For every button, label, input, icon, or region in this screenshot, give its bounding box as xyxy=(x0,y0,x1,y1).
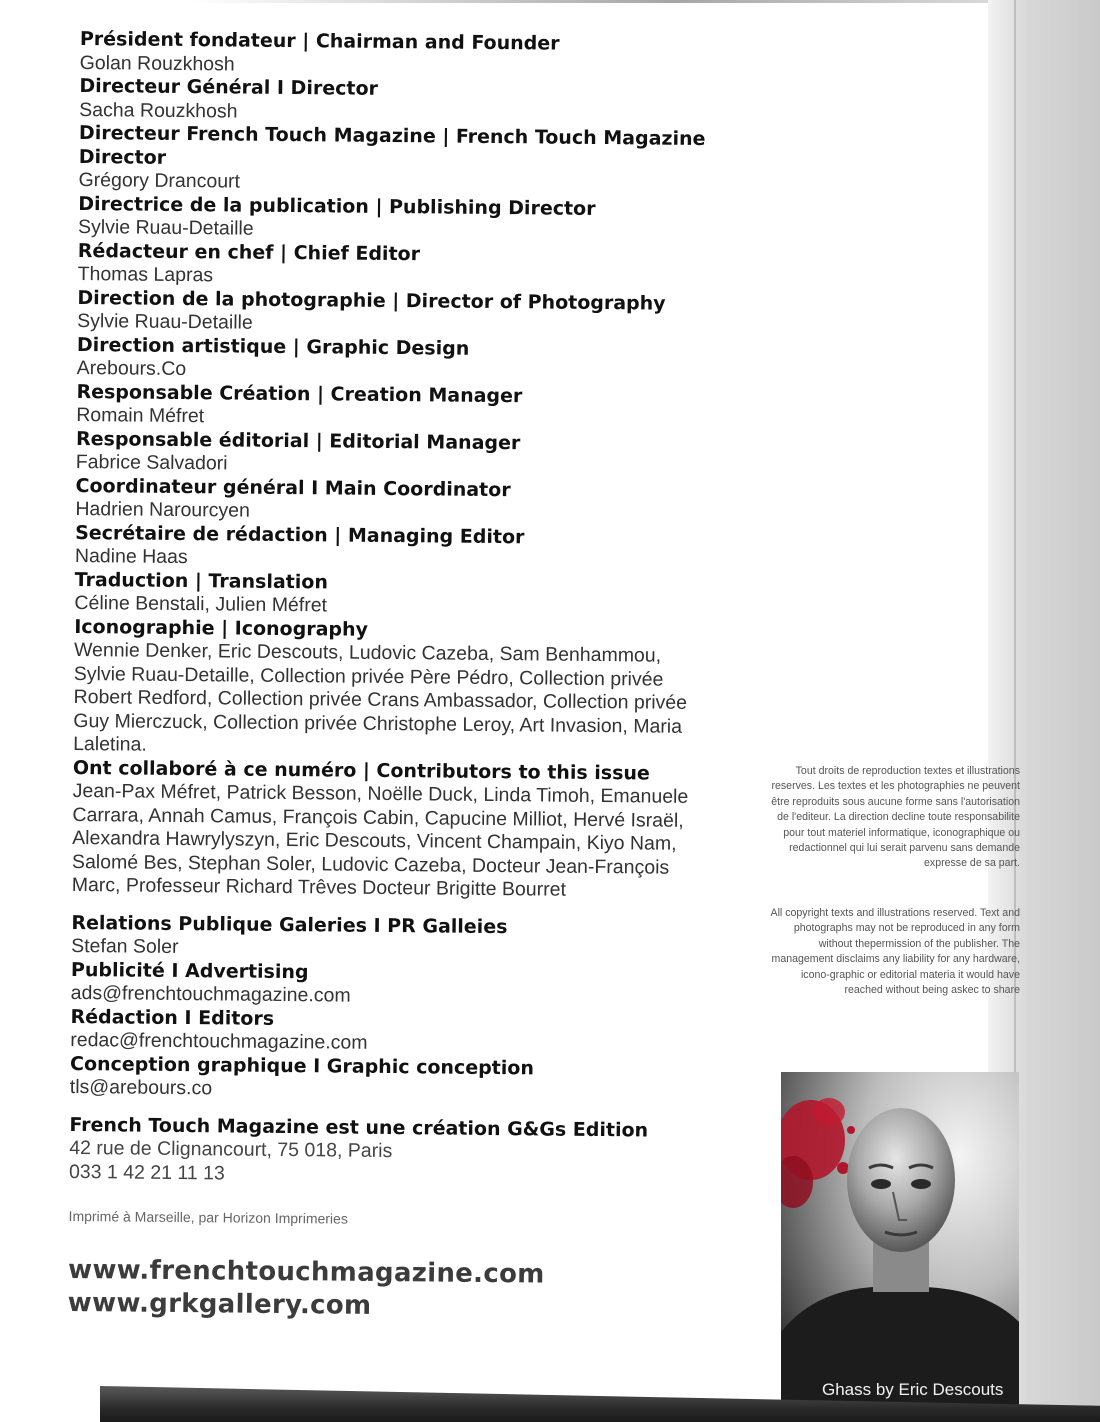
role-label: Direction de la photographie | Director of Photography xyxy=(77,286,666,315)
publisher-address: 42 rue de Clignancourt, 75 018, Paris xyxy=(69,1136,393,1163)
person-name: Arebours.Co xyxy=(76,356,187,381)
page-top-shadow xyxy=(190,0,990,3)
contact-graphic-conception xyxy=(70,1052,770,1106)
person-name: Hadrien Narourcyen xyxy=(75,497,250,522)
masthead-entry-translation xyxy=(74,568,774,622)
role-label: Direction artistique | Graphic Design xyxy=(76,333,470,360)
person-name: Stefan Soler xyxy=(71,934,179,958)
photo-caption: Ghass by Eric Descouts xyxy=(822,1380,1004,1399)
person-name: Sacha Rouzkhosh xyxy=(79,98,238,123)
person-name: Nadine Haas xyxy=(74,544,188,569)
person-name: Fabrice Salvadori xyxy=(75,450,228,475)
masthead xyxy=(68,28,780,1327)
role-label: Coordinateur général I Main Coordinator xyxy=(75,474,511,501)
contact-advertising xyxy=(71,958,771,1012)
publisher-title: French Touch Magazine est une création G&Gs Edition xyxy=(69,1113,649,1142)
person-list: Wennie Denker, Eric Descouts, Ludovic Cazeba, Sam Benhammou, Sylvie Ruau-Detaille, Collection privée Père Pédro, Collection privée Robert Redford, Collection privée Crans Ambassador, Collection privée Guy Mierczuck, Collection privée Christophe Leroy, Art Invasion, Maria Laletina. xyxy=(73,638,688,756)
masthead-entry-publishing-director xyxy=(78,192,778,246)
role-label: Directrice de la publication | Publishing Director xyxy=(78,192,596,220)
masthead-entry-graphic-design xyxy=(77,333,777,387)
printer-credit: Imprimé à Marseille, par Horizon Imprimeries xyxy=(68,1207,348,1227)
masthead-entry-main-coordinator xyxy=(75,474,775,528)
person-name: Sylvie Ruau-Detaille xyxy=(77,215,254,240)
website-links xyxy=(68,1254,769,1327)
role-label: Ont collaboré à ce numéro | Contributors to this issue xyxy=(72,756,650,785)
role-label: Directeur Général I Director xyxy=(79,74,379,100)
role-label: Responsable Création | Creation Manager xyxy=(76,380,523,407)
role-label: Rédacteur en chef | Chief Editor xyxy=(77,239,421,265)
role-label: Directeur French Touch Magazine | French Touch Magazine Director xyxy=(78,121,706,169)
portrait-illustration xyxy=(781,1072,1019,1408)
role-label: Traduction | Translation xyxy=(74,568,329,593)
masthead-entry-creation-manager xyxy=(76,380,776,434)
masthead-entry-chief-editor xyxy=(78,239,778,293)
website-url-frenchtouch[interactable]: www.frenchtouchmagazine.com xyxy=(67,1254,545,1290)
role-label: Rédaction I Editors xyxy=(70,1005,275,1030)
publisher-block xyxy=(69,1113,770,1190)
role-label: Secrétaire de rédaction | Managing Editor xyxy=(75,521,525,548)
masthead-entry-photography xyxy=(77,286,777,340)
publisher-phone: 033 1 42 21 11 13 xyxy=(68,1160,225,1184)
person-name: Céline Benstali, Julien Méfret xyxy=(74,591,328,617)
person-list: Jean-Pax Méfret, Patrick Besson, Noëlle Duck, Linda Timoh, Emanuele Carrara, Annah Camus, François Cabin, Capucine Milliot, Hervé Israël, Alexandra Hawrylyszyn, Eric Descouts, Vincent Champain, Kiyo Nam, Salomé Bes, Stephan Soler, Ludovic Cazeba, Docteur Jean-François Marc, Professeur Richard Trêves Docteur Brigitte Bourret xyxy=(71,779,689,901)
person-name: Grégory Drancourt xyxy=(78,168,241,193)
legal-notice-french: Tout droits de reproduction textes et illustrations reserves. Les textes et les photographies ne peuvent être reproduits sous aucune forme sans l'autorisation de l'editeur. La direction decline toute responsabilite pour tout materiel informatique, iconographique ou redactionnel qui lui serait parvenu sans demande expresse de sa part. xyxy=(771,765,1020,870)
masthead-entry-managing-editor xyxy=(75,521,775,575)
email-text: redac@frenchtouchmagazine.com xyxy=(70,1028,368,1054)
role-label: Responsable éditorial | Editorial Manager xyxy=(75,427,521,454)
role-label: Conception graphique I Graphic conception xyxy=(69,1052,535,1079)
masthead-entry-director xyxy=(79,75,779,129)
role-label: Publicité I Advertising xyxy=(70,958,309,983)
masthead-entry-editorial-manager xyxy=(76,427,776,481)
role-label: Iconographie | Iconography xyxy=(74,615,369,641)
person-name: Romain Méfret xyxy=(76,403,205,428)
website-url-grkgallery[interactable]: www.grkgallery.com xyxy=(67,1287,372,1321)
portrait-photo xyxy=(781,1072,1019,1408)
person-name: Golan Rouzkhosh xyxy=(79,51,235,75)
role-label: Président fondateur | Chairman and Founder xyxy=(79,28,560,55)
role-label: Relations Publique Galeries I PR Galleies xyxy=(71,911,508,938)
person-name: Thomas Lapras xyxy=(77,262,214,287)
legal-notice-english: All copyright texts and illustrations reserved. Text and photographs may not be reproduced in any form without thepermission of the publisher. The management disclaims any liability for any hardware, icono-graphic or editorial materia it would have reached without being askec to share xyxy=(770,907,1020,997)
masthead-entry-magazine-director xyxy=(78,122,779,199)
masthead-entry-contributors xyxy=(72,756,773,904)
person-name: Sylvie Ruau-Detaille xyxy=(77,309,253,334)
email-text: tls@arebours.co xyxy=(69,1075,213,1100)
contact-editors xyxy=(70,1005,770,1059)
email-text: ads@frenchtouchmagazine.com xyxy=(70,981,351,1007)
contact-pr-galleries xyxy=(71,911,771,965)
masthead-entry-iconography xyxy=(73,615,774,763)
masthead-entry-chairman xyxy=(80,28,780,82)
